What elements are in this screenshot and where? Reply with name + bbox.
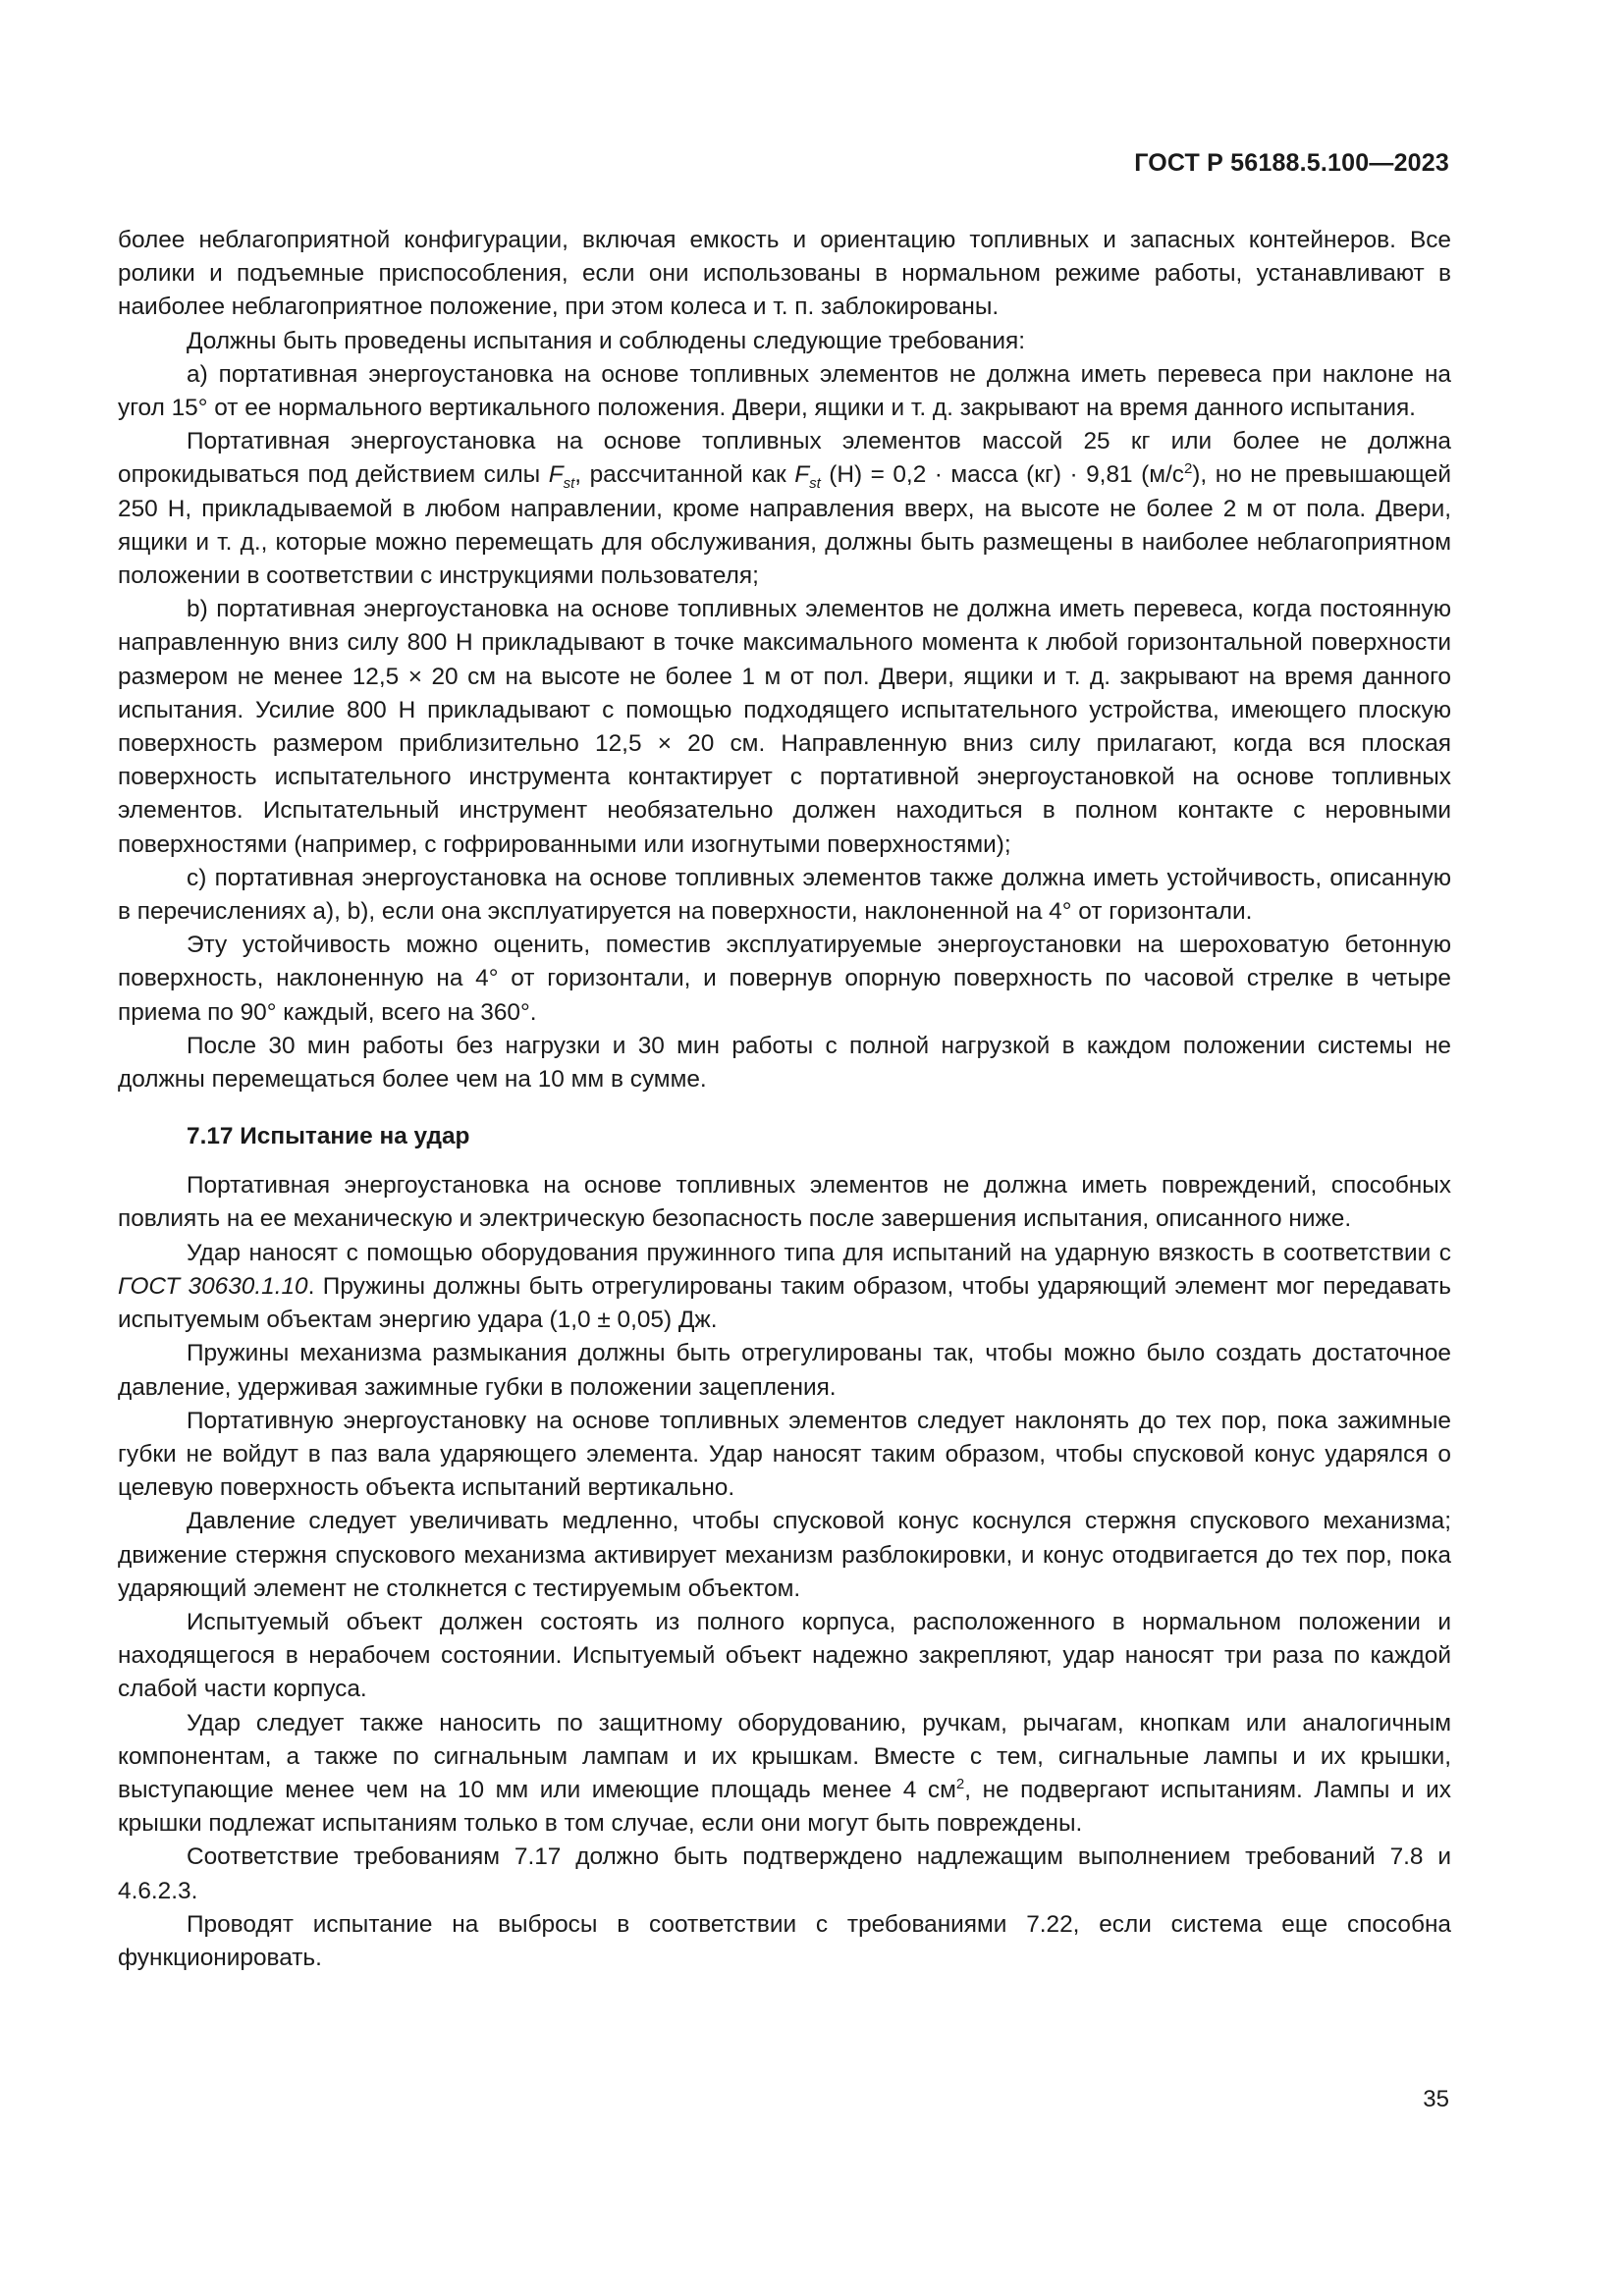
paragraph-tipping-force: Портативная энергоустановка на основе топливных элементов массой 25 кг или более не должна опрокидываться под действием силы $F_{st}$, рассчитанной как $F_{st}$ (Н) = 0,2 · масса (кг) · 9,81 $(м/с^2)$, но не превышающей 250 Н, прикладываемой в любом направлении, кроме направления вверх, на высоте не более 2 м от пола. Двери, ящики и т. д., которые можно перемещать для обслуживания, должны быть размещены в наиболее неблагоприятном положении в соответствии с инструкциями пользователя; bbox=[118, 428, 1451, 590]
formula-force-symbol: $F_{st}$ bbox=[794, 461, 821, 493]
document-code-header: ГОСТ Р 56188.5.100—2023 bbox=[1134, 149, 1449, 177]
paragraph-item-a: a) портативная энергоустановка на основе топливных элементов не должна иметь перевеса при наклоне на угол 15° от ее нормального вертикального положения. Двери, ящики и т. д. закрывают на время данного испытания. bbox=[118, 360, 1451, 422]
paragraph-continuation: более неблагоприятной конфигурации, включая емкость и ориентацию топливных и запасных контейнеров. Все ролики и подъемные приспособления, если они использованы в нормальном режиме работы, устанавливают в наиболее неблагоприятное положение, при этом колеса и т. п. заблокированы. bbox=[118, 227, 1451, 321]
paragraph-compliance: Соответствие требованиям 7.17 должно быть подтверждено надлежащим выполнением требований 7.8 и 4.6.2.3. bbox=[118, 1843, 1451, 1904]
standard-reference: ГОСТ 30630.1.10 bbox=[118, 1272, 308, 1300]
paragraph-item-c: c) портативная энергоустановка на основе топливных элементов также должна иметь устойчивость, описанную в перечислениях a), b), если она эксплуатируется на поверхности, наклоненной на 4° от горизонтали. bbox=[118, 864, 1451, 926]
paragraph-impact-method: Удар наносят с помощью оборудования пружинного типа для испытаний на ударную вязкость в соответствии с ГОСТ 30630.1.10. Пружины должны быть отрегулированы таким образом, чтобы ударяющий элемент мог передавать испытуемым объектам энергию удара (1,0 ± 0,05) Дж. bbox=[118, 1239, 1452, 1334]
paragraph-impact-damage: Портативная энергоустановка на основе топливных элементов не должна иметь повреждений, способных повлиять на ее механическую и электрическую безопасность после завершения испытания, описанного ниже. bbox=[118, 1172, 1451, 1233]
document-body bbox=[118, 224, 1451, 1975]
paragraph-stability-check: Эту устойчивость можно оценить, поместив эксплуатируемые энергоустановки на шероховатую бетонную поверхность, наклоненную на 4° от горизонтали, и повернув опорную поверхность по часовой стрелке в четыре приема по 90° каждый, всего на 360°. bbox=[118, 932, 1451, 1026]
paragraph-item-b: b) портативная энергоустановка на основе топливных элементов не должна иметь перевеса, когда постоянную направленную вниз силу 800 Н прикладывают в точке максимального момента к любой горизонтальной поверхности размером не менее 12,5 × 20 см на высоте не более 1 м от пол. Двери, ящики и т. д. закрывают на время данного испытания. Усилие 800 Н прикладывают с помощью подходящего испытательного устройства, имеющего плоскую поверхность размером приблизительно 12,5 × 20 см. Направленную вниз силу прилагают, когда вся плоская поверхность испытательного инструмента контактирует с портативной энергоустановкой на основе топливных элементов. Испытательный инструмент необязательно должен находиться в полном контакте с неровными поверхностями (например, с гофрированными или изогнутыми поверхностями); bbox=[118, 596, 1451, 858]
paragraph-test-object: Испытуемый объект должен состоять из полного корпуса, расположенного в нормальном положении и находящегося в нерабочем состоянии. Испытуемый объект надежно закрепляют, удар наносят три раза по каждой слабой части корпуса. bbox=[118, 1608, 1451, 1703]
formula-force-symbol: $F_{st}$ bbox=[548, 461, 575, 493]
paragraph-requirements-intro: Должны быть проведены испытания и соблюдены следующие требования: bbox=[187, 327, 1025, 354]
page-number: 35 bbox=[1423, 2086, 1449, 2112]
paragraph-emissions-test: Проводят испытание на выбросы в соответствии с требованиями 7.22, если система еще способна функционировать. bbox=[118, 1910, 1451, 1971]
paragraph-pressure: Давление следует увеличивать медленно, чтобы спусковой конус коснулся стержня спускового механизма; движение стержня спускового механизма активирует механизм разблокировки, и конус отодвигается до тех пор, пока ударяющий элемент не столкнется с тестируемым объектом. bbox=[118, 1508, 1451, 1602]
paragraph-tilting: Портативную энергоустановку на основе топливных элементов следует наклонять до тех пор, пока зажимные губки не войдут в паз вала ударяющего элемента. Удар наносят таким образом, чтобы спусковой конус ударялся о целевую поверхность объекта испытаний вертикально. bbox=[118, 1407, 1451, 1502]
section-title-impact-test: 7.17 Испытание на удар bbox=[187, 1123, 470, 1150]
paragraph-displacement-limit: После 30 мин работы без нагрузки и 30 мин работы с полной нагрузкой в каждом положении системы не должны перемещаться более чем на 10 мм в сумме. bbox=[118, 1032, 1451, 1094]
paragraph-impact-components: Удар следует также наносить по защитному оборудованию, ручкам, рычагам, кнопкам или аналогичным компонентам, а также по сигнальным лампам и их крышкам. Вместе с тем, сигнальные лампы и их крышки, выступающие менее чем на 10 мм или имеющие площадь менее 4 $см^2$, не подвергают испытаниям. Лампы и их крышки подлежат испытаниям только в том случае, если они могут быть повреждены. bbox=[118, 1709, 1451, 1838]
paragraph-release-springs: Пружины механизма размыкания должны быть отрегулированы так, чтобы можно было создать достаточное давление, удерживая зажимные губки в положении зацепления. bbox=[118, 1340, 1451, 1401]
